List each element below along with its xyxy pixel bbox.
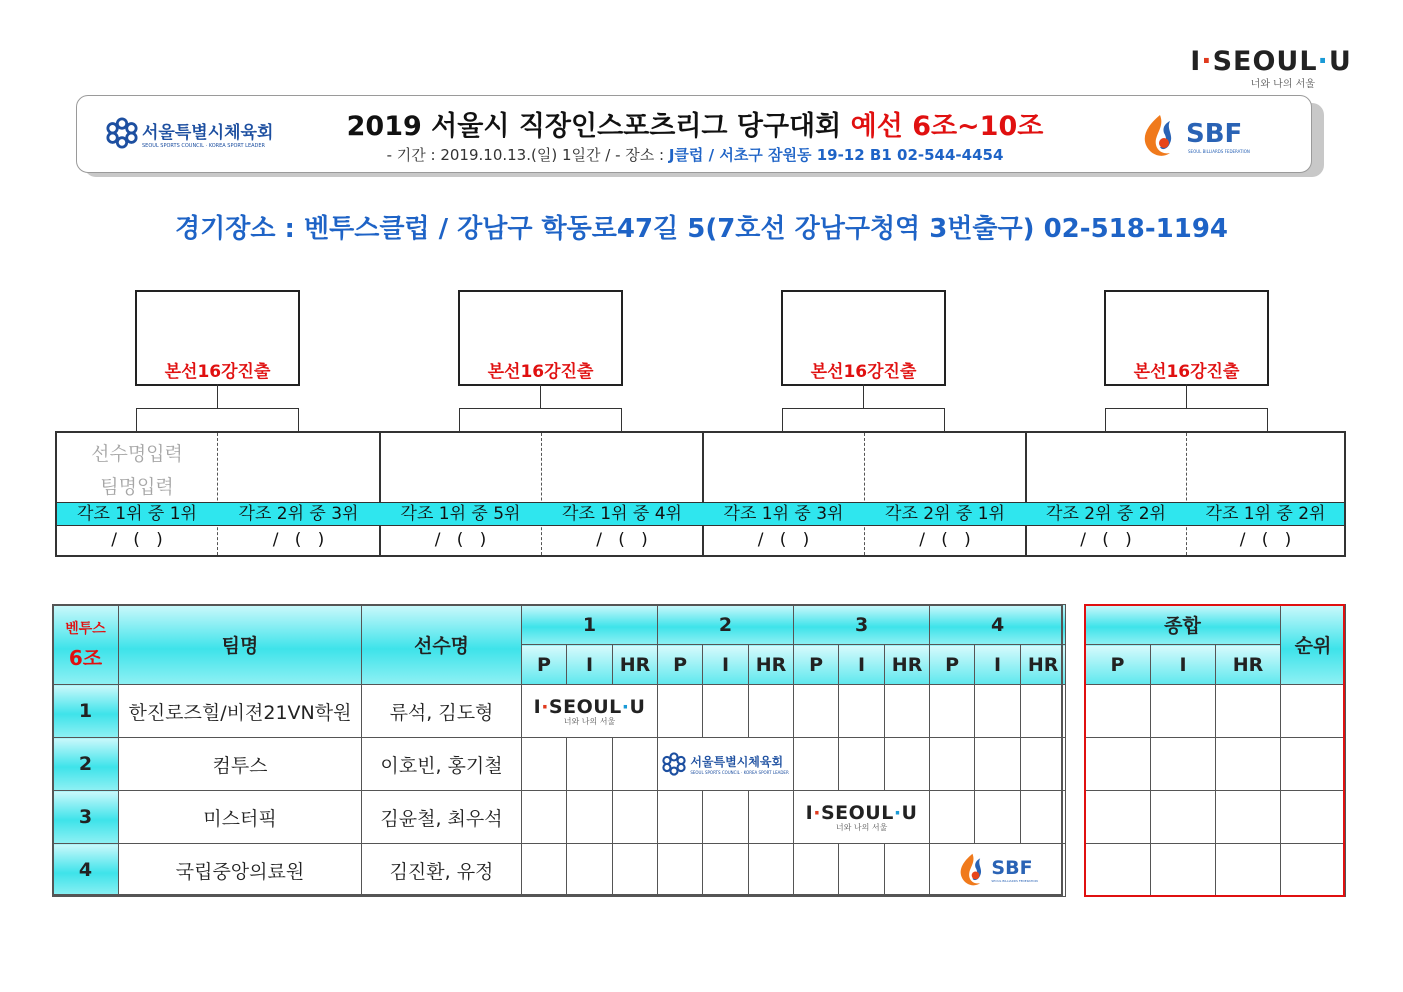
sbf-name: SBF [1186,118,1243,149]
col-player-header: 선수명 [362,605,522,685]
bracket-line [782,408,944,409]
bracket-rank-row [57,502,1344,526]
score-cell[interactable] [839,844,885,897]
score-cell[interactable] [885,738,930,791]
table-row [53,844,1066,897]
iseoulu-tagline: 너와 나의 서울 [835,822,888,832]
slot-rank: 각조 2위 중 1위 [885,504,1005,524]
sbf-logo [1140,113,1250,159]
score-cell[interactable] [658,844,703,897]
summary-cell[interactable] [1151,738,1216,791]
advance-box-3[interactable] [781,290,946,386]
sub-col-p: P [522,645,567,685]
team-name-cell[interactable]: 국립중앙의료원 [119,844,362,897]
iseoulu-logo [1185,46,1357,90]
summary-cell[interactable] [1085,685,1151,738]
advance-box-2[interactable] [458,290,623,386]
score-cell[interactable] [613,844,658,897]
slot-entry[interactable]: / ( ) [757,530,810,550]
sub-col-p: P [1085,645,1151,685]
bracket-line [217,384,218,408]
team-name-cell[interactable]: 미스터픽 [119,791,362,844]
score-cell[interactable] [1021,685,1066,738]
score-cell[interactable] [522,791,567,844]
team-name-cell[interactable]: 한진로즈힐/비젼21VN학원 [119,685,362,738]
summary-cell[interactable] [1216,844,1281,897]
player-names-cell[interactable]: 김윤철, 최우석 [362,791,522,844]
score-cell[interactable] [567,791,613,844]
round-header: 3 [794,605,930,645]
score-cell[interactable] [975,738,1021,791]
seoul-sports-council-emblem-icon [106,117,138,149]
seoul-sports-council-logo [658,752,793,776]
slot-entry[interactable]: / ( ) [919,530,971,550]
sub-col-p: P [658,645,703,685]
bracket-line [136,408,137,432]
page-title [300,104,1090,143]
score-cell[interactable] [794,844,839,897]
player-names-cell[interactable]: 이호빈, 홍기철 [362,738,522,791]
col-team-header: 팀명 [119,605,362,685]
row-number: 1 [53,685,119,738]
slot-rank: 각조 1위 중 4위 [562,504,682,524]
seoul-sports-council-emblem-icon [662,752,686,776]
iseoulu-wordmark: I·SEOUL·U [533,695,646,718]
score-cell[interactable] [567,844,613,897]
slot-rank: 각조 1위 중 3위 [723,504,844,524]
bracket-line [136,408,298,409]
iseoulu-tagline: 너와 나의 서울 [563,716,616,726]
seoul-sports-council-name: 서울특별시체육회 [690,755,784,769]
bracket-line [1105,408,1106,432]
slot-rank: 각조 2위 중 3위 [238,504,359,524]
bracket-line [621,408,622,432]
player-names-cell[interactable]: 김진환, 유정 [362,844,522,897]
score-cell[interactable] [975,791,1021,844]
iseoulu-wordmark: I·SEOUL·U [1190,46,1352,77]
player-names-cell[interactable]: 류석, 김도형 [362,685,522,738]
rank-cell[interactable] [1281,738,1346,791]
group-label-cell [53,605,119,685]
score-cell[interactable] [749,844,794,897]
summary-cell[interactable] [1085,844,1151,897]
seoul-sports-council-sub: SEOUL SPORTS COUNCIL · KOREA SPORT LEADER [142,142,266,149]
summary-cell[interactable] [1085,791,1151,844]
score-cell[interactable] [794,685,839,738]
bracket-line [782,408,783,432]
period-prefix: - 기간 : 2019.10.13.(일) 1일간 / - 장소 : [386,146,665,164]
team-name-cell[interactable]: 컴투스 [119,738,362,791]
summary-row [1085,844,1346,897]
score-cell[interactable] [885,844,930,897]
rank-cell[interactable] [1281,685,1346,738]
advance-label: 본선16강진출 [487,362,594,382]
score-cell[interactable] [930,791,975,844]
slot-entry[interactable]: / ( ) [1239,530,1292,550]
round-header: 2 [658,605,794,645]
row-number: 3 [53,791,119,844]
venue-line: 경기장소 : 벤투스클럽 / 강남구 학동로47길 5(7호선 강남구청역 3번출구) 02-518-1194 [175,214,1228,244]
advance-label: 본선16강진출 [810,362,917,382]
slot-rank: 각조 1위 중 1위 [77,504,197,524]
sub-col-i: I [839,645,885,685]
score-cell[interactable] [1021,738,1066,791]
table-row [53,685,1066,738]
slot-entry[interactable]: / ( ) [272,530,325,550]
iseoulu-logo [522,696,657,727]
bracket-line [540,384,541,408]
bracket-line [944,408,945,432]
summary-row [1085,791,1346,844]
rank-cell[interactable] [1281,791,1346,844]
group-table [52,604,1066,897]
score-cell[interactable] [794,738,839,791]
group-label: 6조 [68,646,103,670]
score-cell[interactable] [975,685,1021,738]
score-cell[interactable] [839,685,885,738]
advance-box-1[interactable] [135,290,300,386]
summary-cell[interactable] [1216,738,1281,791]
score-cell[interactable] [522,738,567,791]
slot-entry[interactable]: / ( ) [1080,530,1132,550]
bracket-line [1267,408,1268,432]
summary-cell[interactable] [1085,738,1151,791]
score-cell[interactable] [703,791,749,844]
sub-col-hr: HR [885,645,930,685]
summary-row [1085,738,1346,791]
sbf-flame-icon [957,852,991,888]
advance-label: 본선16강진출 [1133,362,1240,382]
score-cell[interactable] [658,685,703,738]
advance-label: 본선16강진출 [164,362,271,382]
sub-col-hr: HR [1021,645,1066,685]
summary-row [1085,685,1346,738]
row-number: 4 [53,844,119,897]
summary-cell[interactable] [1216,791,1281,844]
bracket-line [1105,408,1267,409]
self-match-logo-cell [658,738,794,791]
slot-rank: 각조 1위 중 2위 [1205,504,1326,524]
slot-entry[interactable]: / ( ) [434,530,487,550]
sbf-sub: SEOUL BILLIARDS FEDERATION [991,879,1038,883]
summary-cell[interactable] [1216,685,1281,738]
bracket-line [459,408,460,432]
title-red: 예선 6조~10조 [850,111,1044,142]
period-line [300,144,1090,165]
score-cell[interactable] [749,685,794,738]
sub-col-p: P [794,645,839,685]
bracket-line [1186,384,1187,408]
sub-col-i: I [1151,645,1216,685]
self-match-logo-cell [794,791,930,844]
seoul-sports-council-sub: SEOUL SPORTS COUNCIL · KOREA SPORT LEADER [690,770,789,775]
slot-rank: 각조 1위 중 5위 [400,504,521,524]
summary-cell[interactable] [1151,844,1216,897]
score-cell[interactable] [703,685,749,738]
sbf-sub: SEOUL BILLIARDS FEDERATION [1188,148,1250,154]
rank-header: 순위 [1281,605,1346,685]
iseoulu-logo [794,802,929,833]
score-cell[interactable] [613,791,658,844]
score-cell[interactable] [703,844,749,897]
table-row [53,791,1066,844]
score-cell[interactable] [930,685,975,738]
player-name-placeholder[interactable]: 선수명입력 [91,443,183,465]
title-main: 2019 서울시 직장인스포츠리그 당구대회 [346,111,842,142]
seoul-sports-council-name: 서울특별시체육회 [142,122,274,143]
sub-col-hr: HR [749,645,794,685]
rank-cell[interactable] [1281,844,1346,897]
sub-col-i: I [703,645,749,685]
score-cell[interactable] [567,738,613,791]
iseoulu-wordmark: I·SEOUL·U [805,801,918,824]
team-name-placeholder[interactable]: 팀명입력 [100,476,174,498]
summary-cell[interactable] [1151,685,1216,738]
bracket-line [459,408,621,409]
summary-cell[interactable] [1151,791,1216,844]
self-match-logo-cell [522,685,658,738]
score-cell[interactable] [885,685,930,738]
slot-entry[interactable]: / ( ) [596,530,648,550]
score-cell[interactable] [1021,791,1066,844]
venue-label: 벤투스 [65,621,106,637]
sub-col-p: P [930,645,975,685]
sbf-logo [930,852,1065,888]
score-cell[interactable] [522,844,567,897]
slot-rank: 각조 2위 중 2위 [1046,504,1166,524]
round-header: 1 [522,605,658,645]
sbf-flame-icon [1140,113,1184,159]
bracket-slots [55,431,1346,557]
summary-table [1084,604,1346,897]
advance-box-4[interactable] [1104,290,1269,386]
sbf-name: SBF [991,857,1033,879]
score-cell[interactable] [658,791,703,844]
score-cell[interactable] [613,738,658,791]
sub-col-hr: HR [613,645,658,685]
summary-header: 종합 [1085,605,1281,645]
score-cell[interactable] [930,738,975,791]
bracket-line [863,384,864,408]
table-row [53,738,1066,791]
iseoulu-tagline: 너와 나의 서울 [1250,79,1315,90]
self-match-logo-cell [930,844,1066,897]
bracket-line [298,408,299,432]
row-number: 2 [53,738,119,791]
sub-col-hr: HR [1216,645,1281,685]
sub-col-i: I [975,645,1021,685]
slot-entry[interactable]: / ( ) [111,530,163,550]
score-cell[interactable] [749,791,794,844]
seoul-sports-council-logo [106,117,273,149]
period-venue: J클럽 / 서초구 잠원동 19-12 B1 02-544-4454 [668,146,1004,164]
score-cell[interactable] [839,738,885,791]
sub-col-i: I [567,645,613,685]
round-header: 4 [930,605,1066,645]
